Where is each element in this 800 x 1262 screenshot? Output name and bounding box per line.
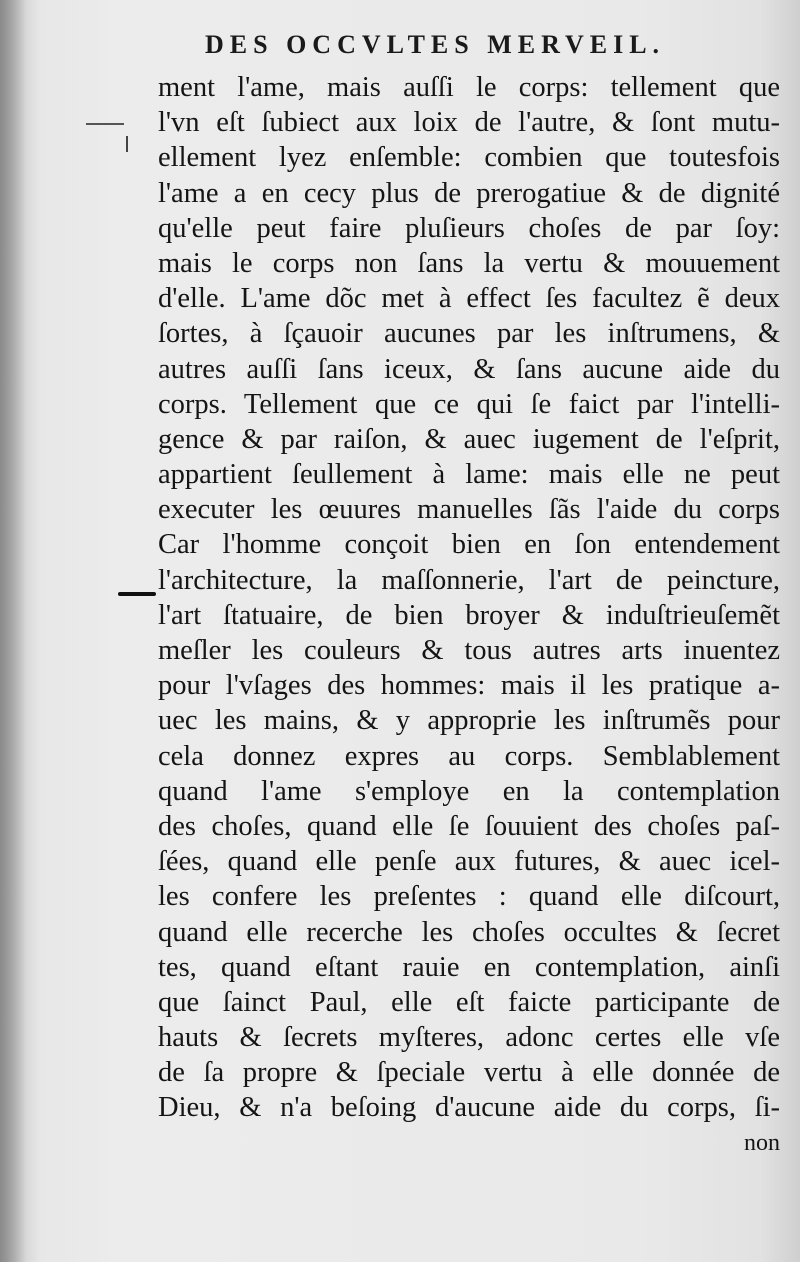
text-line: des choſes, quand elle ſe ſouuient des choſes paſ- — [158, 810, 780, 842]
text-line: appartient ſeullement à lame: mais elle ne peut — [158, 459, 780, 491]
text-line: que ſainct Paul, elle eſt faicte participante de — [158, 986, 780, 1018]
text-line: pour l'vſages des hommes: mais il les pratique a- — [158, 670, 780, 702]
text-line: meſler les couleurs & tous autres arts inuentez — [158, 635, 780, 666]
text-line: uec les mains, & y approprie les inſtrumẽs pour — [158, 705, 780, 737]
text-line: autres auſſi ſans iceux, & ſans aucune aide du — [158, 353, 780, 385]
text-line: mais le corps non ſans la vertu & mouuement — [158, 247, 780, 279]
text-line: ſortes, à ſçauoir aucunes par les inſtrumens, & — [158, 318, 780, 350]
text-line: l'architecture, la maſſonnerie, l'art de peincture, — [158, 564, 780, 596]
text-line: cela donnez expres au corps. Semblablement — [158, 740, 780, 772]
margin-mark — [86, 123, 124, 125]
text-line: Car l'homme conçoit bien en ſon entendement — [158, 529, 780, 561]
text-line: hauts & ſecrets myſteres, adonc certes elle vſe — [158, 1022, 780, 1054]
text-line: corps. Tellement que ce qui ſe faict par l'intelli- — [158, 388, 780, 420]
text-line: ſées, quand elle penſe aux futures, & auec icel- — [158, 846, 780, 878]
text-line: gence & par raiſon, & auec iugement de l'eſprit, — [158, 423, 780, 455]
body-text — [158, 70, 780, 1161]
text-line: les confere les preſentes : quand elle diſcourt, — [158, 881, 780, 913]
text-line: tes, quand eſtant rauie en contemplation, ainſi — [158, 951, 780, 983]
text-line: ment l'ame, mais auſſi le corps: tellement que — [158, 72, 780, 103]
text-line: qu'elle peut faire pluſieurs choſes de par ſoy: — [158, 212, 780, 244]
text-line: l'ame a en cecy plus de prerogatiue & de dignité — [158, 177, 780, 209]
text-line: Dieu, & n'a beſoing d'aucune aide du corps, ſi- — [158, 1092, 780, 1124]
running-head: DES OCCVLTES MERVEIL. — [205, 30, 666, 59]
margin-mark — [126, 136, 128, 152]
text-line: quand l'ame s'employe en la contemplation — [158, 775, 780, 807]
text-line: de ſa propre & ſpeciale vertu à elle donnée de — [158, 1057, 780, 1089]
margin-pointer-mark — [118, 592, 156, 596]
text-line: d'elle. L'ame dõc met à effect ſes facultez ẽ deux — [158, 283, 780, 315]
text-line: executer les œuures manuelles ſãs l'aide du corps — [158, 494, 780, 526]
text-line: l'vn eſt ſubiect aux loix de l'autre, & ſont mutu- — [158, 107, 780, 139]
catchword: non — [744, 1129, 780, 1156]
text-line: l'art ſtatuaire, de bien broyer & induſtrieuſemẽt — [158, 599, 780, 631]
text-line: ellement lyez enſemble: combien que toutesfois — [158, 142, 780, 174]
text-line: quand elle recerche les choſes occultes & ſecret — [158, 916, 780, 948]
